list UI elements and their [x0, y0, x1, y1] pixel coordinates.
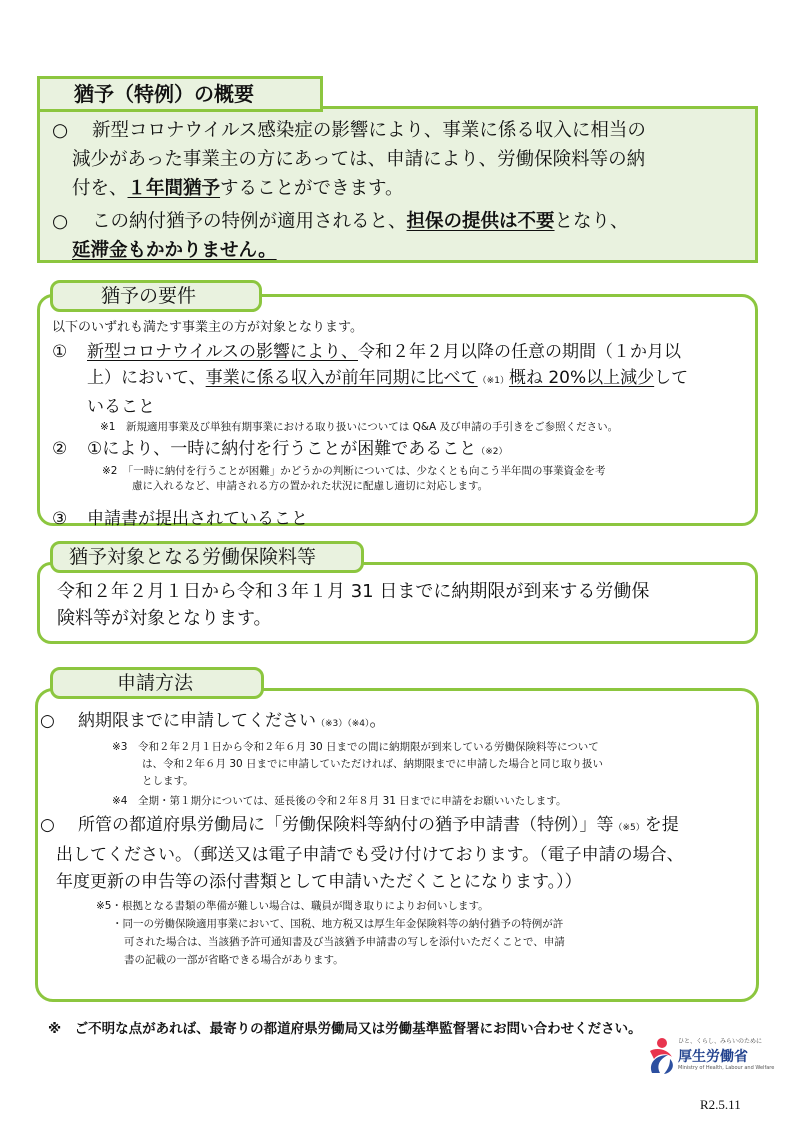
text: 所管の都道府県労働局に「労働保険料等納付の猶予申請書（特例）」等: [78, 815, 614, 835]
bullet: ○: [52, 211, 69, 232]
overview-p1: ○ 新型コロナウイルス感染症の影響により、事業に係る収入に相当の: [52, 116, 752, 145]
note-line: ※5・根拠となる書類の準備が難しい場合は、職員が聞き取りによりお伺いします。: [96, 900, 489, 912]
note-line: とします。: [142, 775, 194, 787]
requirements-title-tab: [50, 280, 262, 312]
text: 事業に係る収入が前年同期に比べて: [205, 368, 478, 388]
req1-line1: [52, 339, 752, 365]
requirement-note-2: [52, 464, 752, 494]
method-note-4: ※4 全期・第１期分については、延長後の令和２年８月 31 日までに申請をお願いいたします。: [112, 795, 567, 807]
target-line: 令和２年２月１日から令和３年１月 31 日までに納期限が到来する労働保: [57, 581, 650, 602]
text: 納期限までに申請してください: [78, 711, 316, 731]
method-item-1: [40, 708, 752, 737]
mhlw-logo: [646, 1036, 775, 1076]
overview-p1-line3: [52, 174, 752, 203]
requirement-note-1: ※1 新規適用事業及び単独有期事業における取り扱いについては Q&A 及び申請の手引きをご参照ください。: [100, 421, 619, 433]
bullet: ○: [40, 711, 55, 731]
overview-body: [52, 116, 752, 265]
text: することができます。: [220, 178, 404, 199]
text: 付を、: [72, 178, 128, 199]
text: 上）において、: [87, 368, 206, 388]
overview-p1-line2: [52, 145, 752, 174]
note-line: 慮に入れるなど、申請される方の置かれた状況に配慮し適切に対応します。: [132, 480, 489, 492]
overview-title: 猶予（特例）の概要: [74, 82, 254, 106]
overview-p2-line2: [52, 236, 752, 265]
requirements-intro: 以下のいずれも満たす事業主の方が対象となります。: [52, 320, 363, 335]
text: 。: [369, 711, 387, 731]
bullet: ○: [52, 120, 69, 141]
target-title-tab: [50, 541, 364, 573]
logo-english: Ministry of Health, Labour and Welfare: [678, 1065, 775, 1071]
target-title: 猶予対象となる労働保険料等: [69, 545, 317, 568]
requirements-title: 猶予の要件: [101, 284, 197, 307]
requirements-body: [52, 319, 752, 531]
bullet: ○: [40, 815, 55, 835]
text: この納付猶予の特例が適用されると、: [92, 211, 407, 232]
overview-p2: [52, 207, 752, 236]
reference: （※2）: [476, 447, 508, 457]
text: 新型コロナウイルスの影響により、: [87, 342, 358, 362]
method-item-2-line3: 年度更新の申告等の添付書類として申請いただくことになります。））: [56, 872, 582, 892]
method-item-2-line1: [40, 812, 752, 842]
footer-notice: ※ ご不明な点があれば、最寄りの都道府県労働局又は労働基準監督署にお問い合わせください。: [48, 1021, 642, 1037]
requirement-item-1: [52, 339, 752, 420]
item-number: ①: [52, 342, 68, 362]
mhlw-logo-icon: [646, 1037, 676, 1075]
logo-name: 厚生労働省: [678, 1049, 748, 1065]
reference: （※3）（※4）: [316, 719, 370, 729]
target-body: [57, 578, 757, 632]
note-line: ※3 令和２年２月１日から令和２年６月 30 日までの間に納期限が到来している労働保険料等について: [112, 741, 599, 753]
note-line: ・同一の労働保険適用事業において、国税、地方税又は厚生年金保険料等の納付猶予の特例が許: [112, 918, 564, 930]
item-number: ③: [52, 509, 68, 529]
text: ①により、一時に納付を行うことが困難であること: [87, 439, 477, 459]
method-body: [40, 708, 752, 969]
target-line: 険料等が対象となります。: [57, 608, 272, 629]
overview-title-tab: [37, 76, 323, 112]
document-date: R2.5.11: [700, 1097, 741, 1112]
text: 概ね 20%以上減少: [508, 368, 655, 388]
req1-line3: いること: [87, 397, 155, 417]
text: 令和２年２月以降の任意の期間（１か月以: [357, 342, 681, 362]
reference: （※5）: [613, 823, 645, 833]
method-note-5: [40, 897, 752, 969]
note-line: 可された場合は、当該猶予許可通知書及び当該猶予申請書の写しを添付いただくことで、申請: [124, 936, 565, 948]
method-item-2-line2: 出してください。（郵送又は電子申請でも受け付けております。（電子申請の場合、: [56, 845, 684, 865]
note-line: 書の記載の一部が省略できる場合があります。: [124, 954, 344, 966]
reference: （※1）: [477, 376, 509, 386]
requirement-item-2: [52, 437, 752, 464]
text: して: [654, 368, 689, 388]
text: 減少があった事業主の方にあっては、申請により、労働保険料等の納: [72, 149, 646, 170]
requirement-item-3: [52, 507, 752, 531]
req1-line2: [52, 365, 752, 394]
highlight-no-collateral: 担保の提供は不要: [406, 211, 555, 232]
logo-tagline: ひと、くらし、みらいのために: [678, 1038, 763, 1045]
text: を提: [644, 815, 679, 835]
note-line: は、令和２年６月 30 日までに申請していただければ、納期限までに申請した場合と同じ取り扱い: [142, 758, 604, 770]
note-line: ※2 「一時に納付を行うことが困難」かどうかの判断については、少なくとも向こう半年間の事業資金を考: [102, 465, 606, 477]
item-number: ②: [52, 439, 68, 459]
method-item-2: [40, 812, 752, 896]
text: 申請書が提出されていること: [87, 509, 308, 529]
text: となり、: [554, 211, 629, 232]
method-title: 申請方法: [117, 671, 194, 694]
method-note-3: [40, 739, 752, 790]
highlight-one-year: １年間猶予: [127, 178, 221, 199]
method-title-tab: [50, 667, 264, 699]
highlight-no-late-fee: 延滞金もかかりません。: [72, 240, 277, 261]
